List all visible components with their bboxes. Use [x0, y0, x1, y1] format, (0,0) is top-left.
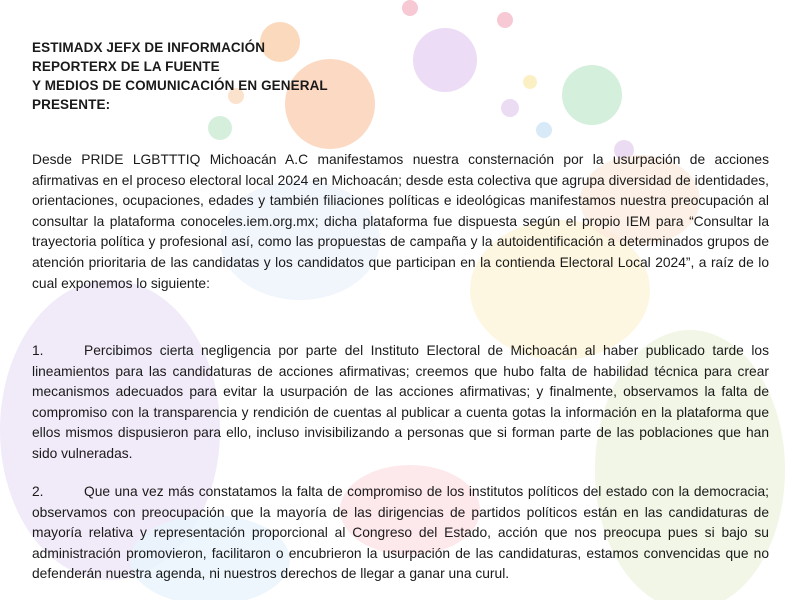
intro-paragraph: Desde PRIDE LGBTTTIQ Michoacán A.C manifestamos nuestra consternación por la usurpación de acciones afirmativas en el proceso electoral local 2024 en Michoacán; desde esta colectiva que agrupa diversidad de identidades, orientaciones, ocupaciones, edades y también filiaciones políticas e ideológicas manifestamos nuestra preocupación al consultar la plataforma conoceles.iem.org.mx; dicha plataforma fue dispuesta según el propio IEM para “Consultar la trayectoria política y profesional así, como las propuestas de campaña y la autoidentificación a determinados grupos de atención prioritaria de las candidatas y los candidatos que participan en la contienda Electoral Local 2024”, a raíz de lo cual exponemos lo siguiente:: [32, 152, 769, 291]
list-item: [32, 482, 769, 585]
item-number: 1.: [32, 343, 44, 358]
list-item: [32, 341, 769, 465]
salutation-block: [32, 38, 328, 114]
salutation-line: PRESENTE:: [32, 97, 111, 112]
item-number: 2.: [32, 484, 44, 499]
salutation-line: ESTIMADX JEFX DE INFORMACIÓN: [32, 40, 266, 55]
item-text: Percibimos cierta negligencia por parte del Instituto Electoral de Michoacán al haber publicado tarde los lineamientos para las candidaturas de acciones afirmativas; creemos que hubo falta de habilidad técnica para crear mecanismos adecuados para evitar la usurpación de las acciones afirmativas; y finalmente, observamos la falta de compromiso con la transparencia y rendición de cuentas al publicar a cuenta gotas la información en la plataforma que ellos mismos dispusieron para ello, incluso invisibilizando a personas que si forman parte de las poblaciones que han sido vulneradas.: [32, 343, 769, 461]
item-text: Que una vez más constatamos la falta de compromiso de los institutos políticos del estado con la democracia; observamos con preocupación que la mayoría de las dirigencias de partidos políticos están en las candidaturas de mayoría relativa y representación proporcional al Congreso del Estado, acción que nos preocupa pues si bajo su administración promovieron, facilitaron o encubrieron la usurpación de las candidaturas, estamos convencidas que no defenderán nuestra agenda, ni nuestros derechos de llegar a ganar una curul.: [32, 484, 769, 582]
salutation-line: Y MEDIOS DE COMUNICACIÓN EN GENERAL: [32, 78, 328, 93]
salutation-line: REPORTERX DE LA FUENTE: [32, 59, 220, 74]
